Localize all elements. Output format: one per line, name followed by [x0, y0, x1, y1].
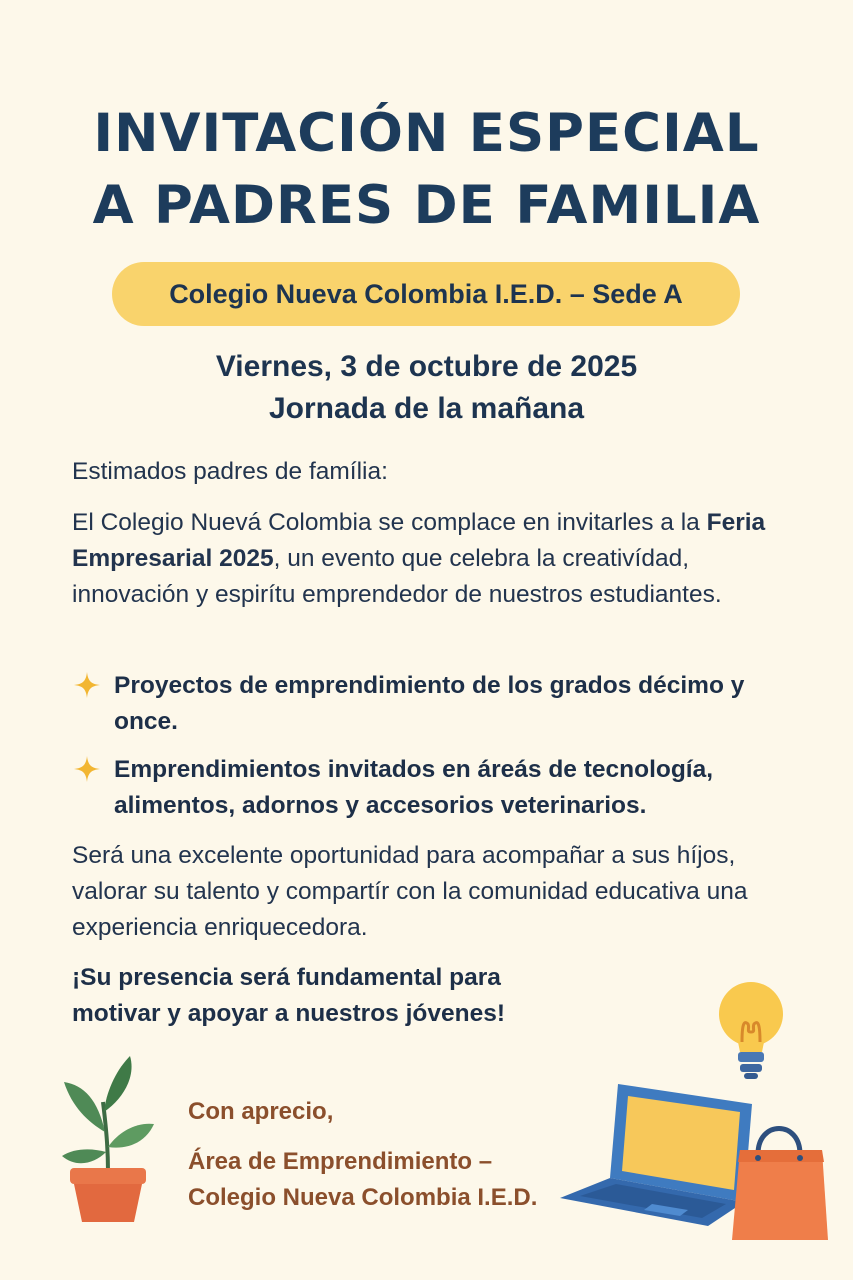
event-date-block	[0, 346, 853, 430]
call-to-action: ¡Su presencia será fundamental para motivar y apoyar a nuestros jóvenes!	[72, 964, 505, 1027]
event-session: Jornada de la mañana	[268, 392, 585, 425]
signature-block	[188, 1094, 537, 1216]
event-name: Feria Empresarial 2025	[72, 509, 766, 572]
intro-text-start: El Colegio Nuevá Colombia se complace en invitarles a la	[72, 509, 707, 536]
shopping-bag-icon	[728, 1112, 832, 1244]
list-item-text: Proyectos de emprendimiento de los grados décimo y once.	[114, 672, 745, 735]
signature-school: Colegio Nueva Colombia I.E.D.	[188, 1184, 538, 1211]
list-item-text: Emprendimientos invitados en áreás de tecnología, alimentos, adornos y accesorios veterinarios.	[114, 756, 714, 819]
event-date: Viernes, 3 de octubre de 2025	[215, 350, 638, 383]
sparkle-icon	[72, 754, 102, 784]
plant-icon	[58, 1052, 158, 1227]
school-badge-label: Colegio Nueva Colombia I.E.D. – Sede A	[169, 278, 683, 309]
intro-text-end: , un evento que celebra la creativídad, innovación y espirítu emprendedor de nuestros estudiantes.	[72, 545, 722, 608]
laptop-icon	[556, 1080, 756, 1230]
intro-paragraph	[72, 505, 792, 613]
sparkle-icon	[72, 670, 102, 700]
greeting: Estimados padres de família:	[72, 458, 388, 485]
school-badge	[112, 262, 740, 326]
signature-department: Área de Emprendimiento –	[188, 1148, 493, 1175]
closing-paragraph: Será una excelente oportunidad para acompañar a sus híjos, valorar su talento y compartír con la comunidad educativa una experiencia enriquecedora.	[72, 842, 748, 941]
title-line-1: INVITACIÓN ESPECIAL	[93, 103, 760, 164]
signature-salutation: Con aprecio,	[188, 1098, 334, 1125]
title-line-2: A PADRES DE FAMILIA	[92, 175, 761, 236]
lightbulb-icon	[714, 980, 788, 1084]
invitation-title	[0, 98, 853, 242]
